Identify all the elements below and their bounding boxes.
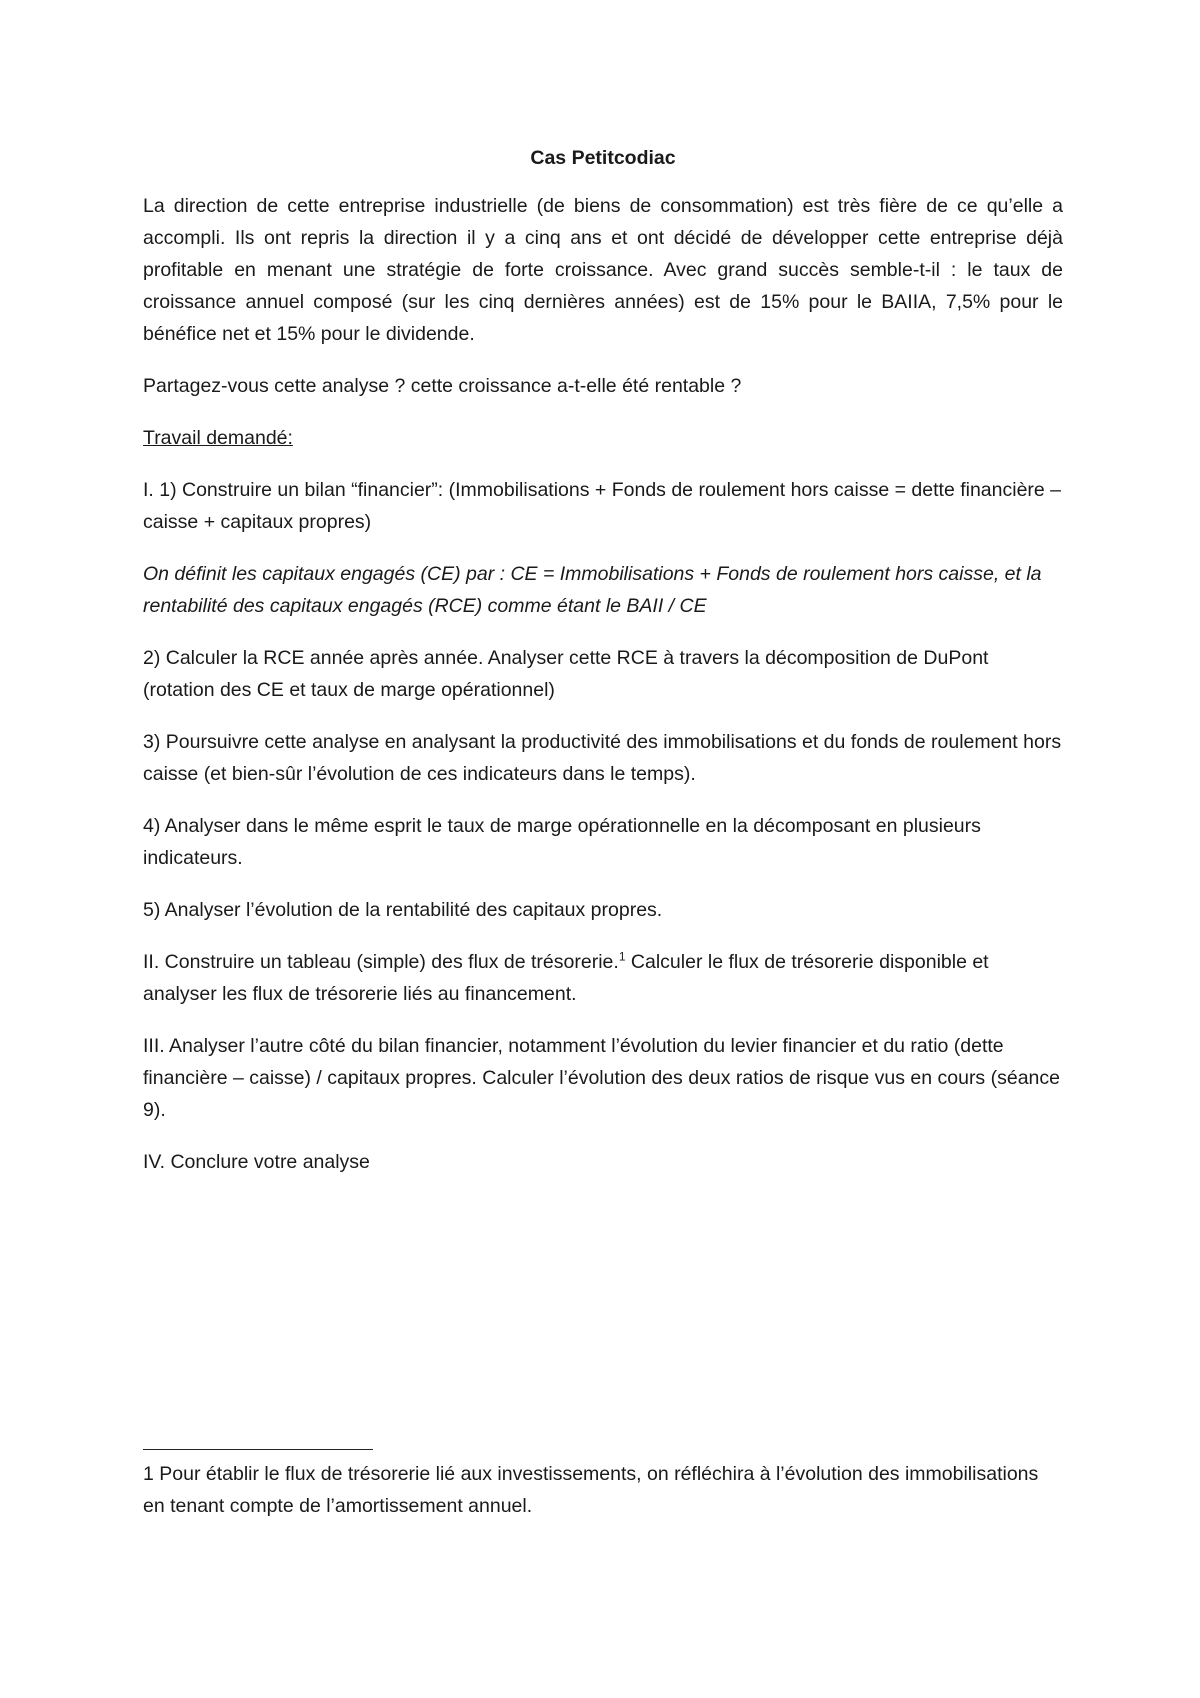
task-i-5: 5) Analyser l’évolution de la rentabilité des capitaux propres. bbox=[143, 899, 663, 921]
document-title: Cas Petitcodiac bbox=[530, 147, 676, 169]
task-iv: IV. Conclure votre analyse bbox=[143, 1151, 370, 1173]
task-ii-part1: II. Construire un tableau (simple) des flux de trésorerie. bbox=[143, 951, 619, 973]
work-heading-text: Travail demandé: bbox=[143, 427, 293, 449]
task-ii bbox=[143, 946, 1063, 1010]
task-i-2: 2) Calculer la RCE année après année. Analyser cette RCE à travers la décomposition de DuPont (rotation des CE et taux de marge opérationnel) bbox=[143, 647, 989, 701]
question-paragraph: Partagez-vous cette analyse ? cette croissance a-t-elle été rentable ? bbox=[143, 375, 742, 397]
work-heading bbox=[143, 422, 1063, 454]
footnote-separator bbox=[143, 1449, 373, 1450]
task-i-4: 4) Analyser dans le même esprit le taux de marge opérationnelle en la décomposant en plusieurs indicateurs. bbox=[143, 815, 981, 869]
task-iii: III. Analyser l’autre côté du bilan financier, notamment l’évolution du levier financier et du ratio (dette financière – caisse) / capitaux propres. Calculer l’évolution des deux ratios de risque vus en cours (séance 9). bbox=[143, 1035, 1060, 1121]
intro-paragraph: La direction de cette entreprise industrielle (de biens de consommation) est très fière de ce qu’elle a accompli. Ils ont repris la direction il y a cinq ans et ont décidé de développer cette entreprise déjà profitable en menant une stratégie de forte croissance. Avec grand succès semble-t-il : le taux de croissance annuel composé (sur les cinq dernières années) est de 15% pour le BAIIA, 7,5% pour le bénéfice net et 15% pour le dividende. bbox=[143, 195, 1063, 345]
document-body bbox=[143, 142, 1063, 1198]
footnote-reference[interactable]: 1 bbox=[618, 949, 626, 964]
task-i-3: 3) Poursuivre cette analyse en analysant la productivité des immobilisations et du fonds de roulement hors caisse (et bien-sûr l’évolution de ces indicateurs dans le temps). bbox=[143, 731, 1062, 785]
task-i-1: I. 1) Construire un bilan “financier”: (Immobilisations + Fonds de roulement hors caisse = dette financière – caisse + capitaux propres) bbox=[143, 479, 1062, 533]
task-ii-part2: Calculer le flux de trésorerie disponible et analyser les flux de trésorerie liés au financement. bbox=[143, 951, 989, 1005]
definition-paragraph: On définit les capitaux engagés (CE) par : CE = Immobilisations + Fonds de roulement hors caisse, et la rentabilité des capitaux engagés (RCE) comme étant le BAII / CE bbox=[143, 563, 1042, 617]
footnote-text: 1 Pour établir le flux de trésorerie lié aux investissements, on réfléchira à l’évolution des immobilisations en tenant compte de l’amortissement annuel. bbox=[143, 1463, 1039, 1517]
